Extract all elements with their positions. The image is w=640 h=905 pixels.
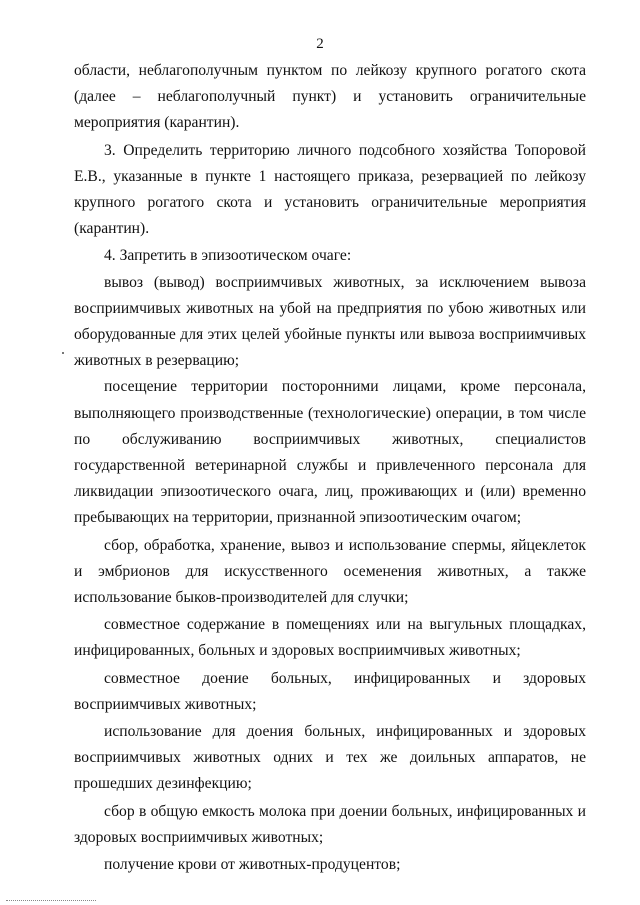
paragraph-item-3: 3. Определить территорию личного подсобного хозяйства Топоровой Е.В., указанные в пункте 1 настоящего приказа, резервацией по лейкозу крупного рогатого скота и установить ограничительные мероприятия (карантин). <box>74 141 586 238</box>
paragraph-quarantine-continuation: области, неблагополучным пунктом по лейкозу крупного рогатого скота (далее – неблагополучный пункт) и установить ограничительные мероприятия (карантин). <box>74 62 586 132</box>
paragraph-ban-milk-collection: сбор в общую емкость молока при доении больных, инфицированных и здоровых восприимчивых животных; <box>74 802 586 846</box>
scan-edge-mark <box>6 898 96 901</box>
paragraph-ban-joint-housing: совместное содержание в помещениях или на выгульных площадках, инфицированных, больных и здоровых восприимчивых животных; <box>74 616 586 660</box>
document-body <box>74 58 586 878</box>
paragraph-item-4: 4. Запретить в эпизоотическом очаге: <box>104 247 352 265</box>
paragraph-ban-blood: получение крови от животных-продуцентов; <box>104 856 401 874</box>
paragraph-ban-visits: посещение территории посторонними лицами, кроме персонала, выполняющего производственные (технологические) операции, в том числе по обслуживанию восприимчивых животных, специалистов государственной ветеринарной службы и привлеченного персонала для ликвидации эпизоотического очага, лиц, проживающих и (или) временно пребывающих на территории, признанной эпизоотическим очагом; <box>74 378 586 527</box>
paragraph-ban-semen: сбор, обработка, хранение, вывоз и использование спермы, яйцеклеток и эмбрионов для искусственного осеменения животных, а также использование быков-производителей для случки; <box>74 536 586 607</box>
paragraph-ban-shared-apparatus: использование для доения больных, инфицированных и здоровых восприимчивых животных одних и тех же доильных аппаратов, не прошедших дезинфекцию; <box>74 723 586 793</box>
paragraph-ban-joint-milking: совместное доение больных, инфицированных и здоровых восприимчивых животных; <box>74 669 586 713</box>
page-number: 2 <box>316 36 324 52</box>
paragraph-ban-export: вывоз (вывод) восприимчивых животных, за исключением вывоза восприимчивых животных на убой на предприятия по убою животных или оборудованные для этих целей убойные пункты или вывоза восприимчивых животных в резервацию; <box>74 273 586 370</box>
scan-speck <box>62 352 64 354</box>
